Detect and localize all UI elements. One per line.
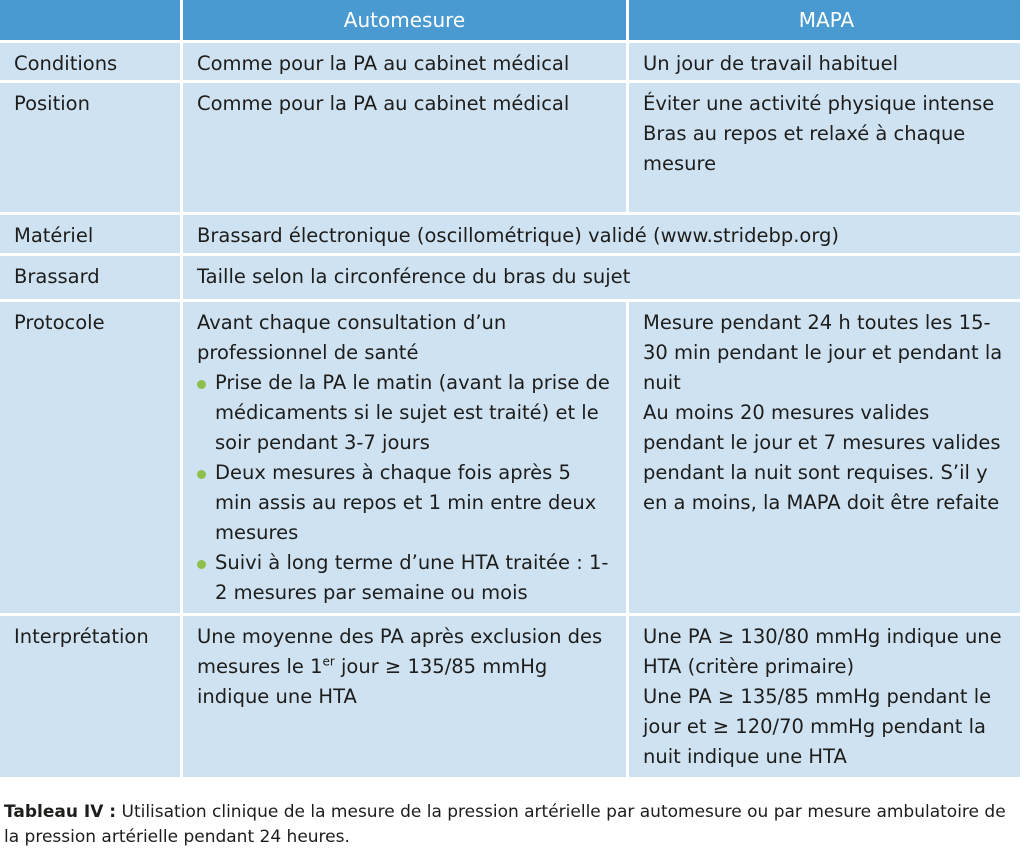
row-label-conditions: Conditions <box>14 52 118 75</box>
table-right-border <box>1020 0 1024 777</box>
protocole-intro: Avant chaque consultation d’un professionnel de santé <box>197 311 507 364</box>
interpretation-mapa-line: Une PA ≥ 130/80 mmHg indique une HTA (critère primaire) <box>643 625 1002 678</box>
protocole-automesure <box>183 302 613 608</box>
materiel-shared: Brassard électronique (oscillométrique) validé (www.stridebp.org) <box>197 224 840 247</box>
list-item <box>197 548 613 608</box>
caption-text: Utilisation clinique de la mesure de la pression artérielle par automesure ou par mesure ambulatoire de la pression artérielle pendant 24 heures. <box>4 802 1006 847</box>
bullet-icon <box>197 560 206 569</box>
protocole-mapa <box>629 302 1004 518</box>
superscript: er <box>322 654 335 669</box>
interpretation-automesure <box>183 616 613 712</box>
row-label-brassard: Brassard <box>14 265 100 288</box>
protocole-mapa-line: Mesure pendant 24 h toutes les 15-30 min pendant le jour et pendant la nuit <box>643 311 1003 394</box>
brassard-shared: Taille selon la circonférence du bras du sujet <box>197 265 631 288</box>
bullet-icon <box>197 470 206 479</box>
list-item-text: Suivi à long terme d’une HTA traitée : 1-2 mesures par semaine ou mois <box>215 551 609 604</box>
caption-label: Tableau IV : <box>4 802 117 822</box>
position-mapa-line: Bras au repos et relaxé à chaque mesure <box>643 122 966 175</box>
bullet-icon <box>197 380 206 389</box>
list-item-text: Deux mesures à chaque fois après 5 min assis au repos et 1 min entre deux mesures <box>215 461 597 544</box>
row-label-materiel: Matériel <box>14 224 94 247</box>
interpretation-automesure-text: jour ≥ 135/85 mmHg indique une HTA <box>197 655 548 708</box>
list-item-text: Prise de la PA le matin (avant la prise de médicaments si le sujet est traité) et le soir pendant 3-7 jours <box>215 371 610 454</box>
interpretation-mapa-line: Une PA ≥ 135/85 mmHg pendant le jour et ≥ 120/70 mmHg pendant la nuit indique une HTA <box>643 685 992 768</box>
header-empty-cell <box>0 0 180 40</box>
interpretation-mapa <box>629 616 1004 772</box>
conditions-mapa: Un jour de travail habituel <box>643 52 898 75</box>
position-automesure: Comme pour la PA au cabinet médical <box>197 92 570 115</box>
interpretation-automesure-text: Une moyenne des PA après exclusion des mesures le 1 <box>197 625 603 678</box>
row-label-interpretation: Interprétation <box>14 625 149 648</box>
position-mapa-line: Éviter une activité physique intense <box>643 92 995 115</box>
list-item <box>197 368 613 458</box>
table-caption <box>4 800 1020 850</box>
header-mapa: MAPA <box>629 0 1024 40</box>
row-label-position: Position <box>14 92 90 115</box>
header-automesure: Automesure <box>183 0 626 40</box>
position-mapa <box>629 83 1004 179</box>
row-label-protocole: Protocole <box>14 311 105 334</box>
protocole-mapa-line: Au moins 20 mesures valides pendant le jour et 7 mesures valides pendant la nuit sont requises. S’il y en a moins, la MAPA doit être refaite <box>643 401 1001 514</box>
conditions-automesure: Comme pour la PA au cabinet médical <box>197 52 570 75</box>
list-item <box>197 458 613 548</box>
